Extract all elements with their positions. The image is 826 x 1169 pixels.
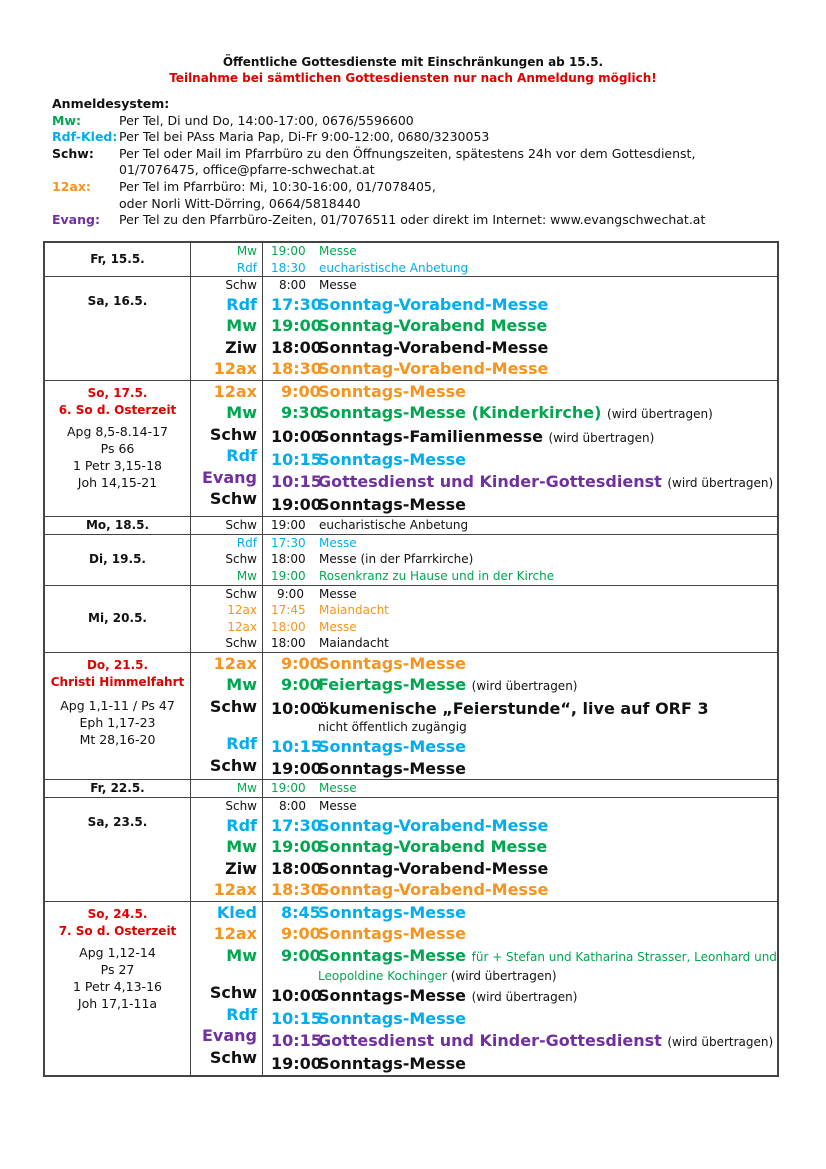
event: [271, 815, 777, 837]
event: [271, 337, 777, 359]
location: Mw: [226, 403, 257, 423]
event: [271, 879, 777, 901]
event-title: Sonntag-Vorabend-Messe: [318, 858, 549, 878]
location: Schw: [209, 489, 257, 509]
event: [271, 260, 777, 277]
event-title: Sonntag-Vorabend-Messe: [318, 880, 549, 900]
day-label: Di, 19.5.: [89, 552, 146, 567]
feast-label: 6. So d. Osterzeit: [58, 402, 177, 417]
location: 12ax: [227, 619, 257, 634]
registration-entry-rdf-kled: [52, 129, 705, 146]
event-time: 9:00: [281, 675, 321, 695]
event: [271, 780, 777, 797]
feast-label: 7. So d. Osterzeit: [58, 923, 177, 938]
reading: 1 Petr 4,13-16: [73, 978, 162, 994]
event-title: Rosenkranz zu Hause und in der Kirche: [319, 568, 555, 583]
schedule-row: [44, 585, 778, 652]
location: Schw: [225, 586, 257, 601]
event: [271, 902, 777, 924]
day-cell: [44, 585, 191, 652]
event-cell: [263, 242, 779, 277]
location-cell: [191, 901, 263, 1076]
event: [271, 471, 777, 495]
event-note: (wird übertragen): [607, 407, 713, 422]
event: [271, 1053, 777, 1075]
event: [271, 619, 777, 636]
event-time: 8:00: [279, 278, 306, 293]
event: [271, 758, 777, 780]
event: [271, 836, 777, 858]
registration-label: Schw:: [52, 145, 94, 161]
event: [271, 653, 777, 675]
event-time: 17:30: [271, 294, 322, 314]
location: Schw: [225, 799, 257, 814]
event-note-cont: [271, 968, 777, 985]
event: [271, 449, 777, 471]
event-time: 18:00: [271, 619, 306, 634]
event-time: 10:00: [271, 426, 322, 446]
registration-label: Evang:: [52, 212, 100, 228]
event-time: 19:00: [271, 495, 322, 515]
reading: Ps 27: [100, 961, 135, 977]
location: Evang: [202, 1026, 257, 1046]
page-title: Öffentliche Gottesdienste mit Einschränkungen ab 15.5.: [222, 55, 604, 69]
event-time: 19:00: [271, 837, 322, 857]
location: Schw: [209, 696, 257, 716]
event: [271, 635, 777, 652]
event-title: Sonntags-Messe (Kinderkirche): [318, 403, 602, 423]
event: [271, 1008, 777, 1030]
event: [271, 426, 777, 450]
event-title: Gottesdienst und Kinder-Gottesdienst: [318, 471, 662, 491]
event-title: Sonntags-Messe: [318, 902, 467, 922]
registration-text: oder Norli Witt-Dörring, 0664/5818440: [119, 195, 361, 211]
schedule-row: [44, 242, 778, 277]
event-title: Sonntag-Vorabend Messe: [318, 316, 548, 336]
location-cell: [191, 380, 263, 516]
day-label: Fr, 22.5.: [90, 781, 145, 796]
location: Evang: [202, 467, 257, 487]
schedule-row: [44, 534, 778, 585]
event: [271, 1030, 777, 1054]
registration-label: 12ax:: [52, 178, 91, 194]
event-title: Sonntags-Messe: [318, 381, 467, 401]
event-time: 18:00: [271, 858, 322, 878]
event-time: 9:00: [281, 945, 321, 965]
location: Rdf: [226, 815, 257, 835]
registration-label: Rdf-Kled:: [52, 129, 118, 145]
registration-title: Anmeldesystem:: [52, 96, 170, 111]
location-cell: [191, 585, 263, 652]
schedule-row: [44, 652, 778, 779]
event-cell: [263, 277, 779, 381]
event-title: Sonntag-Vorabend-Messe: [318, 337, 549, 357]
event: [271, 923, 777, 945]
event-title: Sonntags-Messe: [318, 758, 467, 778]
event-time: 10:15: [271, 1030, 322, 1050]
event-title: Maiandacht: [319, 636, 389, 651]
event-title: Sonntags-Messe: [318, 1009, 467, 1029]
event-title: Sonntag-Vorabend-Messe: [318, 294, 549, 314]
location: Rdf: [236, 535, 257, 550]
event-time: 10:00: [271, 698, 322, 718]
event: [271, 858, 777, 880]
day-cell: [44, 652, 191, 779]
event-time: 17:45: [271, 603, 306, 618]
day-cell: [44, 798, 191, 902]
location: 12ax: [213, 924, 257, 944]
day-label: Fr, 15.5.: [90, 252, 145, 267]
event-note: Leopoldine Kochinger: [318, 969, 447, 984]
registration-entry-12ax: [52, 179, 705, 196]
event-time: 19:00: [271, 758, 322, 778]
event-time: 19:00: [271, 568, 306, 583]
event-title: Sonntags-Messe: [318, 945, 467, 965]
event: [271, 294, 777, 316]
location: Mw: [236, 568, 257, 583]
event: [271, 277, 777, 294]
reading: Mt 28,16-20: [79, 731, 156, 747]
location: Ziw: [225, 858, 257, 878]
day-cell: [44, 380, 191, 516]
location: Schw: [209, 424, 257, 444]
event-time: 10:15: [271, 471, 322, 491]
reading: Joh 17,1-11a: [77, 995, 158, 1011]
day-label: Sa, 16.5.: [87, 294, 148, 309]
location-cell: [191, 798, 263, 902]
location: 12ax: [213, 359, 257, 379]
registration-text: Per Tel im Pfarrbüro: Mi, 10:30-16:00, 01/7078405,: [119, 178, 436, 194]
location: Mw: [236, 244, 257, 258]
event-title: Sonntags-Messe: [318, 450, 467, 470]
event-time: 19:00: [271, 1054, 322, 1074]
event-title: Messe: [319, 586, 357, 601]
page-header: [0, 54, 826, 86]
event-time: 10:15: [271, 450, 322, 470]
event-title: Messe: [319, 278, 357, 293]
location: Schw: [209, 1047, 257, 1067]
registration-email[interactable]: 01/7076475, office@pfarre-schwechat.at: [119, 162, 375, 178]
location-cell: [191, 652, 263, 779]
location-cell: [191, 277, 263, 381]
location: Mw: [226, 316, 257, 336]
event-title: Sonntags-Messe: [318, 495, 467, 515]
event: [271, 698, 777, 720]
location-cell: [191, 780, 263, 798]
event-title: Gottesdienst und Kinder-Gottesdienst: [318, 1030, 662, 1050]
event: [271, 381, 777, 403]
event-cell: [263, 901, 779, 1076]
registration-entry-mw: [52, 113, 705, 130]
event-title: Messe: [319, 244, 357, 258]
event-cell: [263, 585, 779, 652]
day-label: So, 17.5.: [87, 385, 148, 400]
reading: Joh 14,15-21: [77, 474, 158, 490]
event-title: Maiandacht: [319, 603, 389, 618]
event: [271, 674, 777, 698]
event-title: Sonntags-Messe: [318, 924, 467, 944]
event-time: 18:00: [271, 337, 322, 357]
event-note: für + Stefan und Katharina Strasser, Leonhard und: [471, 949, 777, 964]
schedule-row: [44, 516, 778, 534]
location-cell: [191, 516, 263, 534]
day-label: Mi, 20.5.: [88, 611, 147, 626]
location: Schw: [225, 278, 257, 293]
event-title: eucharistische Anbetung: [319, 260, 469, 275]
location: Ziw: [225, 337, 257, 357]
event-cell: [263, 516, 779, 534]
event-time: 18:00: [271, 552, 306, 567]
event-title: Sonntags-Familienmesse: [318, 426, 543, 446]
event: [271, 568, 777, 585]
event-cell: [263, 534, 779, 585]
registration-entry-12ax-cont: [52, 196, 705, 213]
schedule-row: [44, 380, 778, 516]
event-title: Sonntags-Messe: [318, 653, 467, 673]
event-time: 17:30: [271, 535, 306, 550]
event-time: 9:00: [281, 924, 321, 944]
event: [271, 494, 777, 516]
event: [271, 517, 777, 534]
location: Schw: [225, 552, 257, 567]
event-time: 10:15: [271, 737, 322, 757]
event-time: 9:00: [281, 653, 321, 673]
location-cell: [191, 534, 263, 585]
reading: Apg 8,5-8.14-17: [66, 423, 169, 439]
event-note: (wird übertragen): [471, 679, 578, 694]
event-time: 9:30: [281, 403, 321, 423]
event-title: Messe: [319, 535, 357, 550]
registration-entry-evang: [52, 212, 705, 229]
event: [271, 551, 777, 568]
schedule-row: [44, 277, 778, 381]
location: 12ax: [227, 603, 257, 618]
registration-entry-schw: [52, 146, 705, 163]
event-time: 8:45: [281, 902, 321, 922]
schedule-row: [44, 780, 778, 798]
event: [271, 535, 777, 552]
schedule-row: [44, 901, 778, 1076]
reading: Apg 1,1-11 / Ps 47: [60, 697, 175, 713]
location: Schw: [225, 517, 257, 532]
event-time: 19:00: [271, 781, 306, 796]
location-cell: [191, 242, 263, 277]
event-title: eucharistische Anbetung: [319, 517, 469, 532]
schedule-table: [43, 241, 779, 1077]
event-time: 18:30: [271, 880, 322, 900]
location: Mw: [226, 837, 257, 857]
reading: Apg 1,12-14: [79, 944, 156, 960]
event-title: Sonntags-Messe: [318, 1054, 467, 1074]
registration-entry-schw-cont: [52, 162, 705, 179]
event-time: 9:00: [281, 381, 321, 401]
location: Kled: [216, 902, 257, 922]
day-label: Mo, 18.5.: [85, 517, 150, 532]
day-label: Sa, 23.5.: [87, 815, 148, 830]
registration-text: Per Tel bei PAss Maria Pap, Di-Fr 9:00-12:00, 0680/3230053: [119, 129, 490, 145]
location: Rdf: [226, 446, 257, 466]
event-title: Messe (in der Pfarrkirche): [319, 552, 474, 567]
location: 12ax: [213, 653, 257, 673]
location: Rdf: [226, 1004, 257, 1024]
reading: Eph 1,17-23: [79, 714, 156, 730]
event: [271, 315, 777, 337]
event-title: Sonntags-Messe: [318, 985, 467, 1005]
reading: 1 Petr 3,15-18: [73, 457, 162, 473]
event-note: (wird übertragen): [667, 475, 774, 490]
event-cell: [263, 798, 779, 902]
registration-label: Mw:: [52, 112, 81, 128]
event: [271, 602, 777, 619]
day-label: Do, 21.5.: [86, 657, 149, 672]
event-cell: [263, 780, 779, 798]
event-title: ökumenische „Feierstunde“, live auf ORF 3: [318, 698, 709, 718]
event: [271, 586, 777, 603]
event: [271, 402, 777, 426]
location: Mw: [226, 945, 257, 965]
event: [271, 945, 777, 969]
event-title: Messe: [319, 619, 357, 634]
day-cell: [44, 242, 191, 277]
registration-text: Per Tel zu den Pfarrbüro-Zeiten, 01/7076511 oder direkt im Internet: www.evangschwechat.at: [119, 212, 706, 228]
location: Mw: [236, 781, 257, 796]
event-title: Messe: [319, 799, 357, 814]
event-title: Sonntag-Vorabend-Messe: [318, 815, 549, 835]
event: [271, 736, 777, 758]
location: Rdf: [226, 734, 257, 754]
event-time: 19:00: [271, 244, 306, 258]
event-time: 18:30: [271, 260, 306, 275]
event: [271, 358, 777, 380]
event-note: (wird übertragen): [471, 989, 578, 1004]
day-cell: [44, 534, 191, 585]
event-note: (wird übertragen): [450, 969, 557, 984]
location: Rdf: [226, 294, 257, 314]
event-time: 9:00: [277, 586, 304, 601]
location: Schw: [209, 983, 257, 1003]
location: Mw: [226, 675, 257, 695]
location: 12ax: [213, 880, 257, 900]
day-label: So, 24.5.: [87, 906, 148, 921]
event-time: 19:00: [271, 316, 322, 336]
event-title: Feiertags-Messe: [318, 675, 467, 695]
event-time: 18:00: [271, 636, 306, 651]
location: Schw: [225, 636, 257, 651]
reading: Ps 66: [100, 440, 135, 456]
event-time: 8:00: [279, 799, 306, 814]
registration-text: Per Tel oder Mail im Pfarrbüro zu den Öffnungszeiten, spätestens 24h vor dem Gottesdienst,: [119, 145, 696, 161]
event-time: 18:30: [271, 359, 322, 379]
event-title: Sonntag-Vorabend-Messe: [318, 359, 549, 379]
location: 12ax: [213, 381, 257, 401]
event-cell: [263, 652, 779, 779]
event-time: 10:15: [271, 1009, 322, 1029]
event-title: Sonntag-Vorabend Messe: [318, 837, 548, 857]
event-note: nicht öffentlich zugängig: [318, 720, 467, 735]
page-subtitle: Teilnahme bei sämtlichen Gottesdiensten nur nach Anmeldung möglich!: [169, 71, 657, 85]
event: [271, 798, 777, 815]
registration-text: Per Tel, Di und Do, 14:00-17:00, 0676/5596600: [119, 112, 414, 128]
location: Schw: [209, 755, 257, 775]
event-time: 17:30: [271, 815, 322, 835]
day-cell: [44, 901, 191, 1076]
event-time: 10:00: [271, 985, 322, 1005]
event-title: Messe: [319, 781, 357, 796]
event: [271, 243, 777, 260]
registration-section: [52, 96, 705, 229]
event-cell: [263, 380, 779, 516]
day-cell: [44, 780, 191, 798]
feast-label: Christi Himmelfahrt: [50, 674, 185, 689]
event-note: (wird übertragen): [548, 430, 655, 445]
event-time: 19:00: [271, 517, 306, 532]
event: [271, 985, 777, 1009]
day-cell: [44, 277, 191, 381]
event-title: Sonntags-Messe: [318, 737, 467, 757]
schedule-row: [44, 798, 778, 902]
event-note: (wird übertragen): [667, 1034, 774, 1049]
day-cell: [44, 516, 191, 534]
location: Rdf: [236, 260, 257, 275]
